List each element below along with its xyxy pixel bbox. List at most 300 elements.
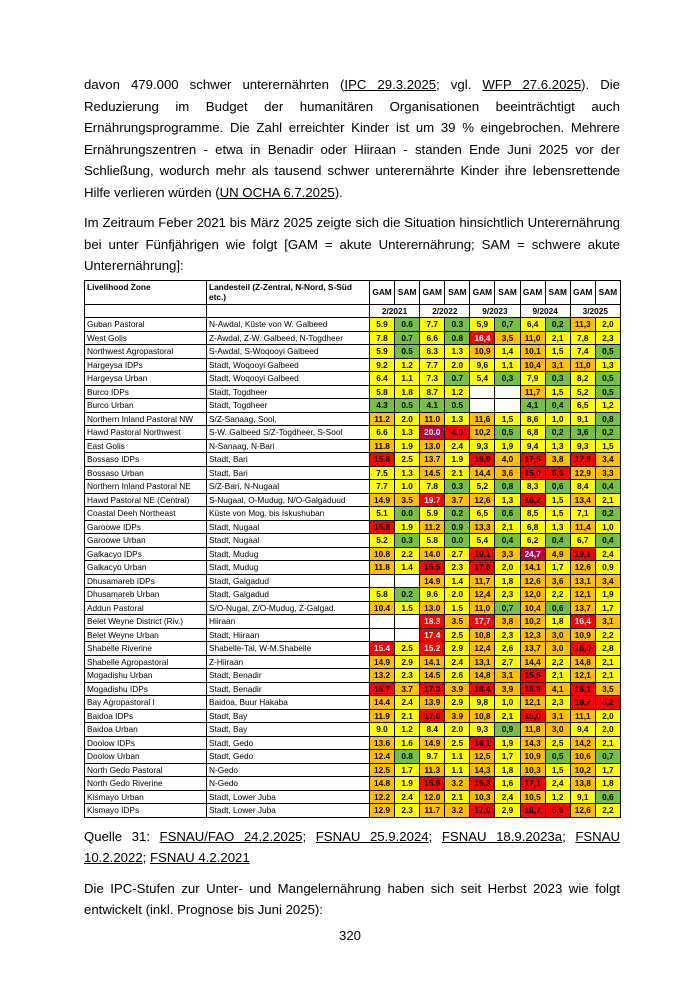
gam-value-cell: 16,4 [470, 331, 495, 345]
sam-value-cell: 0,4 [495, 534, 520, 548]
zone-cell: Galkacyo Urban [85, 561, 207, 575]
gam-value-cell [370, 628, 395, 642]
sam-value-cell: 2,3 [495, 628, 520, 642]
sam-value-cell: 0.7 [445, 372, 470, 386]
gam-value-cell: 12.9 [370, 804, 395, 818]
sam-value-cell: 0,2 [545, 426, 570, 440]
column-header-gam: GAM [570, 280, 595, 304]
sam-value-cell: 1,3 [595, 358, 620, 372]
table-row [85, 723, 621, 737]
gam-value-cell: 6.6 [370, 426, 395, 440]
gam-value-cell: 13.2 [370, 669, 395, 683]
sam-value-cell: 3,0 [545, 723, 570, 737]
gam-value-cell: 12,1 [570, 669, 595, 683]
gam-value-cell: 15.5 [420, 561, 445, 575]
gam-value-cell: 8,5 [520, 507, 545, 521]
table-row [85, 385, 621, 399]
gam-value-cell: 13,8 [570, 777, 595, 791]
table-row [85, 642, 621, 656]
sam-value-cell: 4,0 [495, 453, 520, 467]
gam-value-cell: 12,6 [570, 561, 595, 575]
zone-cell: Burco Urban [85, 399, 207, 413]
source-link[interactable]: UN OCHA 6.7.2025 [219, 184, 335, 200]
gam-value-cell: 7,9 [520, 372, 545, 386]
sam-value-cell: 2,4 [495, 790, 520, 804]
gam-value-cell: 7.7 [420, 358, 445, 372]
sam-value-cell: 0,5 [545, 750, 570, 764]
sam-value-cell: 2.0 [445, 358, 470, 372]
gam-value-cell: 16,8 [520, 682, 545, 696]
sam-value-cell: 2,7 [495, 655, 520, 669]
column-header-empty [85, 304, 207, 318]
gam-value-cell: 8.4 [420, 723, 445, 737]
sam-value-cell: 0,4 [595, 480, 620, 494]
sam-value-cell: 2,3 [495, 588, 520, 602]
region-cell: N-Gedo [207, 777, 370, 791]
sam-value-cell: 2.1 [395, 709, 420, 723]
sam-value-cell: 1,7 [545, 561, 570, 575]
gam-value-cell: 5.9 [420, 507, 445, 521]
sam-value-cell: 3.2 [445, 777, 470, 791]
gam-value-cell: 14,4 [520, 655, 545, 669]
gam-value-cell: 14.1 [420, 655, 445, 669]
sam-value-cell: 3.5 [395, 493, 420, 507]
gam-value-cell: 12,6 [570, 804, 595, 818]
gam-value-cell: 8,6 [520, 412, 545, 426]
sam-value-cell: 2,3 [595, 331, 620, 345]
table-row [85, 547, 621, 561]
sam-value-cell: 0,9 [595, 561, 620, 575]
gam-value-cell: 14.9 [420, 574, 445, 588]
gam-value-cell: 14,1 [520, 561, 545, 575]
gam-value-cell: 12,6 [520, 574, 545, 588]
source-link[interactable]: FSNAU 18.9.2023a [441, 828, 563, 844]
gam-value-cell: 19.7 [420, 493, 445, 507]
sam-value-cell: 3.9 [445, 709, 470, 723]
sam-value-cell: 0.3 [395, 534, 420, 548]
gam-value-cell: 9,1 [570, 412, 595, 426]
sam-value-cell: 1,9 [595, 588, 620, 602]
gam-value-cell: 12,5 [470, 750, 495, 764]
region-cell: Stadt, Galgadud [207, 588, 370, 602]
sam-value-cell: 1.3 [395, 426, 420, 440]
sam-value-cell: 2,3 [545, 696, 570, 710]
table-row [85, 601, 621, 615]
gam-value-cell: 24,7 [520, 547, 545, 561]
zone-cell: Hawd Pastoral NE (Central) [85, 493, 207, 507]
region-cell: Stadt, Bari [207, 466, 370, 480]
sam-value-cell: 1.1 [445, 763, 470, 777]
sam-value-cell: 2.0 [445, 723, 470, 737]
region-cell: N-Sanaag, N-Bari [207, 439, 370, 453]
gam-value-cell: 12,4 [470, 642, 495, 656]
region-cell: Stadt, Nugaal [207, 534, 370, 548]
gam-value-cell: 18,7 [520, 804, 545, 818]
table-row [85, 534, 621, 548]
sam-value-cell: 1,8 [595, 777, 620, 791]
sam-value-cell: 1,7 [495, 750, 520, 764]
sam-value-cell: 2.1 [445, 790, 470, 804]
gam-value-cell: 10,9 [470, 345, 495, 359]
sam-value-cell: 3.7 [445, 493, 470, 507]
sam-value-cell: 1,8 [545, 615, 570, 629]
gam-value-cell: 5,4 [470, 372, 495, 386]
table-row [85, 507, 621, 521]
gam-value-cell: 18,9 [470, 453, 495, 467]
column-header-sam: SAM [445, 280, 470, 304]
region-cell: Stadt, Mudug [207, 547, 370, 561]
gam-value-cell: 11,8 [520, 723, 545, 737]
sam-value-cell: 3,1 [595, 615, 620, 629]
sam-value-cell: 3,1 [495, 669, 520, 683]
gam-value-cell: 14,8 [570, 655, 595, 669]
column-header-sam: SAM [595, 280, 620, 304]
sam-value-cell: 0,4 [595, 534, 620, 548]
gam-value-cell: 13,1 [570, 574, 595, 588]
gam-value-cell: 9.2 [370, 358, 395, 372]
gam-value-cell: 10,5 [520, 790, 545, 804]
gam-value-cell: 15,5 [520, 669, 545, 683]
table-row [85, 696, 621, 710]
gam-value-cell: 6,4 [520, 318, 545, 332]
sam-value-cell: 3.2 [445, 804, 470, 818]
sam-value-cell: 1,5 [545, 507, 570, 521]
region-cell: Stadt, Woqooyi Galbeed [207, 372, 370, 386]
region-cell: Hiiraan [207, 615, 370, 629]
source-link[interactable]: FSNAU 10.2.2022 [84, 828, 621, 865]
gam-value-cell: 14.0 [420, 547, 445, 561]
zone-cell: Bay Agropastoral I [85, 696, 207, 710]
gam-value-cell: 10,4 [520, 601, 545, 615]
zone-cell: Mogadishu Urban [85, 669, 207, 683]
sam-value-cell: 2.4 [445, 655, 470, 669]
region-cell: S-Nugaal, O-Mudug, N/O-Galgaduud [207, 493, 370, 507]
sam-value-cell: 2.3 [395, 804, 420, 818]
gam-value-cell: 11.8 [370, 561, 395, 575]
gam-value-cell: 9.7 [420, 750, 445, 764]
gam-value-cell: 17,0 [470, 804, 495, 818]
sam-value-cell: 2,8 [595, 642, 620, 656]
zone-cell: Northern Inland Pastoral NE [85, 480, 207, 494]
region-cell: S/Z-Sanaag, Sool, [207, 412, 370, 426]
gam-value-cell: 18,7 [570, 696, 595, 710]
sam-value-cell: 2.9 [445, 642, 470, 656]
region-cell: Stadt, Bari [207, 453, 370, 467]
text-segment: ). Die Reduzierung im Budget der humanitären Organisationen beeinträchtigt auch Ernährungsprogramme. Die Zahl erreichter Kinder ist um 39 % eingebrochen. Mehrere Ernährungszentren - etwa in Benadir oder Hiiraan - standen Ende Juni 2025 vor der Schließung, wodurch mehr als tausend schwer unterernährte Kinder ihre lebensrettende Hilfe verlieren würden ( [84, 77, 620, 200]
gam-value-cell: 6,5 [570, 399, 595, 413]
period-header: 2/2022 [420, 304, 470, 318]
region-cell: Shabelle-Tal, W-M.Shabelle [207, 642, 370, 656]
sam-value-cell: 0,5 [595, 372, 620, 386]
zone-cell: Dhusamareb Urban [85, 588, 207, 602]
gam-value-cell: 5,4 [470, 534, 495, 548]
gam-value-cell: 14.8 [370, 777, 395, 791]
sam-value-cell: 1,9 [495, 736, 520, 750]
table-row [85, 682, 621, 696]
gam-value-cell: 10,9 [570, 628, 595, 642]
gam-value-cell: 11,7 [520, 385, 545, 399]
table-row [85, 480, 621, 494]
table-row [85, 412, 621, 426]
sam-value-cell: 2,4 [595, 547, 620, 561]
gam-value-cell: 7.3 [420, 372, 445, 386]
gam-value-cell: 9,4 [570, 723, 595, 737]
sam-value-cell: 0.8 [445, 331, 470, 345]
sam-value-cell: 4,1 [545, 682, 570, 696]
gam-value-cell: 5.8 [420, 534, 445, 548]
sam-value-cell: 1,0 [495, 696, 520, 710]
sam-value-cell: 2,4 [545, 777, 570, 791]
zone-cell: Garoowe IDPs [85, 520, 207, 534]
period-header: 3/2025 [570, 304, 620, 318]
text-segment: davon 479.000 schwer unterernährten ( [84, 77, 345, 92]
sam-value-cell: 3,8 [495, 615, 520, 629]
sam-value-cell [495, 385, 520, 399]
gam-value-cell: 18,4 [470, 682, 495, 696]
sam-value-cell [495, 399, 520, 413]
sam-value-cell: 2,0 [595, 709, 620, 723]
gam-value-cell: 5,2 [570, 385, 595, 399]
sam-value-cell: 1.4 [395, 561, 420, 575]
source-link[interactable]: WFP 27.6.2025 [482, 77, 582, 92]
region-cell: Stadt, Nugaal [207, 520, 370, 534]
sam-value-cell: 0.9 [445, 520, 470, 534]
zone-cell: Northwest Agropastoral [85, 345, 207, 359]
gam-value-cell: 6.6 [420, 331, 445, 345]
column-header-gam: GAM [420, 280, 445, 304]
sam-value-cell: 2,1 [595, 736, 620, 750]
region-cell: Stadt, Gedo [207, 750, 370, 764]
sam-value-cell: 2.3 [445, 561, 470, 575]
sam-value-cell: 0.5 [445, 399, 470, 413]
sam-value-cell: 1.7 [395, 763, 420, 777]
sam-value-cell: 2,2 [595, 804, 620, 818]
sam-value-cell: 0,8 [595, 412, 620, 426]
sam-value-cell: 3,1 [545, 358, 570, 372]
zone-cell: Doolow Urban [85, 750, 207, 764]
gam-value-cell: 9,8 [470, 696, 495, 710]
sam-value-cell: 2.1 [445, 466, 470, 480]
gam-value-cell: 8,3 [520, 480, 545, 494]
gam-value-cell: 6,8 [520, 426, 545, 440]
sam-value-cell: 0,4 [545, 534, 570, 548]
zone-cell: Doolow IDPs [85, 736, 207, 750]
sam-value-cell: 2.0 [395, 412, 420, 426]
sam-value-cell: 3,6 [545, 574, 570, 588]
source-link[interactable]: IPC 29.3.2025 [344, 77, 437, 92]
column-header-region: Landesteil (Z-Zentral, N-Nord, S-Süd etc.) [207, 280, 370, 304]
gam-value-cell: 5.9 [370, 345, 395, 359]
region-cell: S/O-Nugal, Z/O-Mudug, Z-Galgad. [207, 601, 370, 615]
gam-value-cell: 10,2 [520, 615, 545, 629]
zone-cell: Addun Pastoral [85, 601, 207, 615]
table-row [85, 750, 621, 764]
sam-value-cell: 0.8 [395, 750, 420, 764]
sam-value-cell: 1.9 [395, 520, 420, 534]
table-row [85, 777, 621, 791]
sam-value-cell: 2.4 [395, 790, 420, 804]
gam-value-cell: 15,0 [520, 466, 545, 480]
sam-value-cell: 0,6 [545, 601, 570, 615]
column-header-sam: SAM [545, 280, 570, 304]
sam-value-cell: 1.8 [395, 385, 420, 399]
gam-value-cell: 7.5 [370, 466, 395, 480]
sam-value-cell: 0,7 [495, 318, 520, 332]
sam-value-cell: 1,0 [545, 412, 570, 426]
region-cell: Baidoa, Buur Hakaba [207, 696, 370, 710]
sam-value-cell: 2,1 [495, 709, 520, 723]
gam-value-cell: 6.3 [420, 345, 445, 359]
sam-value-cell: 2.5 [445, 736, 470, 750]
text-segment: Quelle 31: [84, 828, 160, 844]
gam-value-cell [470, 385, 495, 399]
sam-value-cell: 1,5 [495, 412, 520, 426]
gam-value-cell: 15,3 [470, 777, 495, 791]
gam-value-cell: 7.8 [420, 480, 445, 494]
sam-value-cell: 0,6 [495, 507, 520, 521]
gam-value-cell: 13,4 [570, 493, 595, 507]
zone-cell: Northern Inland Pastoral NW [85, 412, 207, 426]
sam-value-cell: 2.2 [395, 547, 420, 561]
sam-value-cell: 2,1 [595, 669, 620, 683]
source-link[interactable]: FSNAU/FAO 24.2.2025 [159, 828, 303, 844]
gam-value-cell: 7.7 [420, 318, 445, 332]
gam-value-cell: 4.3 [370, 399, 395, 413]
region-cell: Stadt, Hiiraan [207, 628, 370, 642]
sam-value-cell: 1,3 [545, 439, 570, 453]
column-header-zone: Livelihood Zone [85, 280, 207, 304]
gam-value-cell: 4.1 [420, 399, 445, 413]
sam-value-cell: 2,9 [495, 804, 520, 818]
column-header-sam: SAM [495, 280, 520, 304]
column-header-gam: GAM [520, 280, 545, 304]
gam-value-cell: 14.9 [420, 736, 445, 750]
gam-value-cell: 10,4 [520, 358, 545, 372]
table-row [85, 493, 621, 507]
region-cell: N-Gedo [207, 763, 370, 777]
gam-value-cell: 11.2 [370, 412, 395, 426]
text-segment: ; vgl. [436, 77, 483, 92]
gam-value-cell: 7,8 [570, 331, 595, 345]
region-cell: Stadt, Togdheer [207, 399, 370, 413]
sam-value-cell: 1.1 [445, 750, 470, 764]
table-row [85, 736, 621, 750]
gam-value-cell: 14.9 [370, 655, 395, 669]
gam-value-cell: 14.4 [370, 696, 395, 710]
region-cell: Stadt, Togdheer [207, 385, 370, 399]
sam-value-cell: 3,5 [595, 682, 620, 696]
sam-value-cell: 1.5 [445, 601, 470, 615]
gam-value-cell: 11,1 [570, 709, 595, 723]
zone-cell: Bossaso Urban [85, 466, 207, 480]
gam-value-cell: 12,9 [570, 466, 595, 480]
sam-value-cell: 0,5 [495, 426, 520, 440]
source-line [84, 826, 620, 869]
gam-value-cell: 3,6 [570, 426, 595, 440]
gam-value-cell: 16,1 [570, 682, 595, 696]
table-row [85, 345, 621, 359]
sam-value-cell: 1,8 [495, 574, 520, 588]
gam-value-cell: 12,0 [520, 588, 545, 602]
sam-value-cell: 2,2 [595, 628, 620, 642]
gam-value-cell: 11,4 [570, 520, 595, 534]
zone-cell: Galkacyo IDPs [85, 547, 207, 561]
sam-value-cell: 0,7 [595, 750, 620, 764]
gam-value-cell: 13,3 [470, 520, 495, 534]
sam-value-cell: 1.2 [395, 723, 420, 737]
gam-value-cell: 16,0 [570, 642, 595, 656]
gam-value-cell: 15.6 [420, 777, 445, 791]
zone-cell: Burco IDPs [85, 385, 207, 399]
gam-value-cell: 13.0 [420, 601, 445, 615]
zone-cell: West Golis [85, 331, 207, 345]
gam-value-cell: 12.5 [370, 763, 395, 777]
gam-value-cell: 20.0 [420, 426, 445, 440]
table-row [85, 561, 621, 575]
gam-value-cell: 7.8 [370, 331, 395, 345]
sam-value-cell: 1.9 [395, 439, 420, 453]
gam-value-cell: 11,0 [470, 601, 495, 615]
sam-value-cell: 1,5 [545, 763, 570, 777]
sam-value-cell: 1,5 [595, 439, 620, 453]
gam-value-cell: 8,4 [570, 480, 595, 494]
gam-value-cell: 6,2 [520, 534, 545, 548]
gam-value-cell: 16.7 [370, 682, 395, 696]
region-cell: Stadt, Mudug [207, 561, 370, 575]
zone-cell: Baidoa IDPs [85, 709, 207, 723]
gam-value-cell: 6,7 [570, 534, 595, 548]
gam-value-cell: 10,8 [470, 628, 495, 642]
sam-value-cell: 2.5 [445, 628, 470, 642]
table-row [85, 318, 621, 332]
table-row [85, 709, 621, 723]
sam-value-cell: 1.1 [395, 372, 420, 386]
source-link[interactable]: FSNAU 25.9.2024 [315, 828, 429, 844]
gam-value-cell: 15,0 [520, 709, 545, 723]
gam-value-cell: 17,1 [520, 777, 545, 791]
gam-value-cell: 12.2 [370, 790, 395, 804]
gam-value-cell: 14.5 [420, 466, 445, 480]
gam-value-cell: 11.3 [420, 763, 445, 777]
region-cell: Stadt, Benadir [207, 669, 370, 683]
gam-value-cell: 10,2 [470, 426, 495, 440]
zone-cell: Shabelle Agropastoral [85, 655, 207, 669]
zone-cell: Dhusamareb IDPs [85, 574, 207, 588]
gam-value-cell: 9.0 [370, 723, 395, 737]
table-row [85, 372, 621, 386]
gam-value-cell: 5,2 [470, 480, 495, 494]
source-link[interactable]: FSNAU 4.2.2021 [150, 850, 250, 865]
column-header-empty [207, 304, 370, 318]
sam-value-cell: 3,8 [545, 453, 570, 467]
gam-value-cell: 11,3 [570, 318, 595, 332]
sam-value-cell: 0,5 [595, 345, 620, 359]
gam-value-cell: 5.1 [370, 507, 395, 521]
sam-value-cell: 1,2 [595, 399, 620, 413]
table-row [85, 439, 621, 453]
sam-value-cell: 2.9 [445, 696, 470, 710]
table-row [85, 453, 621, 467]
zone-cell: Coastal Deeh Northeast [85, 507, 207, 521]
gam-value-cell: 10,6 [570, 750, 595, 764]
gam-value-cell: 13.0 [420, 439, 445, 453]
sam-value-cell: 2,1 [595, 655, 620, 669]
region-cell: Stadt, Galgadud [207, 574, 370, 588]
sam-value-cell: 3,3 [495, 547, 520, 561]
sam-value-cell: 0.3 [445, 318, 470, 332]
gam-value-cell: 12,6 [470, 493, 495, 507]
gam-value-cell: 16,4 [570, 615, 595, 629]
